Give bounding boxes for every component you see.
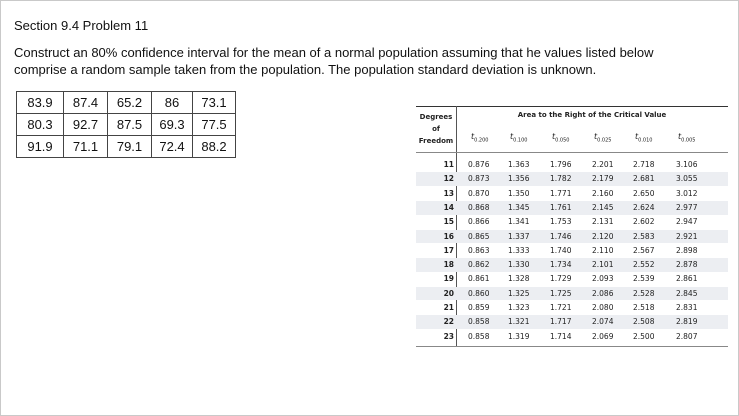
critical-value-cell: 2.977 <box>676 202 698 212</box>
table-row <box>416 215 728 229</box>
degrees-of-freedom-cell: 14 <box>443 202 454 212</box>
critical-value-cell: 2.069 <box>592 331 614 341</box>
critical-value-cell: 1.345 <box>508 202 530 212</box>
table-bottom-rule <box>416 346 728 347</box>
sample-row <box>17 114 236 136</box>
table-row <box>416 315 728 329</box>
sample-cell: 83.9 <box>17 92 64 114</box>
critical-value-cell: 2.160 <box>592 188 614 198</box>
critical-value-column-header <box>594 132 611 144</box>
critical-value-cell: 3.012 <box>676 188 698 198</box>
area-header: Area to the Right of the Critical Value <box>517 111 667 119</box>
alpha-subscript: 0.200 <box>474 137 489 144</box>
critical-value-cell: 2.080 <box>592 303 614 312</box>
degrees-of-freedom-header <box>416 111 456 147</box>
critical-value-cell: 0.858 <box>468 331 490 341</box>
critical-value-cell: 1.714 <box>550 331 572 341</box>
critical-value-cell: 2.947 <box>676 217 698 227</box>
critical-value-cell: 3.055 <box>676 174 698 184</box>
table-row <box>416 287 728 301</box>
critical-value-cell: 2.086 <box>592 288 614 298</box>
t-symbol: t <box>635 132 639 141</box>
sample-cell: 80.3 <box>17 114 64 136</box>
critical-value-cell: 2.101 <box>592 260 614 270</box>
prompt-line-1: Construct an 80% confidence interval for the mean of a normal population assuming that he values listed below <box>14 45 654 60</box>
critical-value-cell: 1.319 <box>508 331 530 341</box>
critical-value-column-header <box>552 132 569 144</box>
critical-value-cell: 2.583 <box>633 231 655 241</box>
critical-value-cell: 2.602 <box>633 217 655 227</box>
critical-value-cell: 1.321 <box>508 317 530 327</box>
alpha-subscript: 0.100 <box>513 137 528 144</box>
critical-value-column-header <box>635 132 652 144</box>
critical-value-cell: 2.518 <box>633 303 655 312</box>
critical-value-cell: 0.868 <box>468 202 490 212</box>
critical-value-cell: 3.106 <box>676 160 698 169</box>
degrees-of-freedom-cell: 13 <box>443 188 454 198</box>
degrees-of-freedom-cell: 22 <box>443 317 454 327</box>
critical-value-cell: 0.862 <box>468 260 490 270</box>
critical-value-cell: 2.093 <box>592 274 614 284</box>
critical-value-cell: 2.878 <box>676 260 698 270</box>
degrees-of-freedom-cell: 21 <box>443 303 454 312</box>
degrees-label: Freedom <box>418 137 454 145</box>
critical-value-cell: 0.865 <box>468 231 490 241</box>
critical-value-cell: 2.552 <box>633 260 655 270</box>
critical-value-cell: 2.179 <box>592 174 614 184</box>
critical-value-cell: 1.356 <box>508 174 530 184</box>
critical-value-cell: 1.725 <box>550 288 572 298</box>
critical-value-cell: 1.325 <box>508 288 530 298</box>
critical-value-cell: 0.866 <box>468 217 490 227</box>
table-row <box>416 301 728 315</box>
prompt-line-2: comprise a random sample taken from the population. The population standard deviation is unknown. <box>14 62 597 77</box>
section-title: Section 9.4 Problem 11 <box>14 18 149 33</box>
table-row <box>416 244 728 258</box>
sample-cell: 86 <box>152 92 193 114</box>
problem-prompt <box>14 44 654 78</box>
table-row <box>416 158 728 172</box>
alpha-subscript: 0.025 <box>597 137 612 144</box>
critical-value-cell: 2.650 <box>633 188 655 198</box>
t-symbol: t <box>552 132 556 141</box>
table-row <box>416 172 728 186</box>
critical-value-cell: 1.341 <box>508 217 530 227</box>
critical-value-cell: 2.120 <box>592 231 614 241</box>
critical-value-cell: 2.718 <box>633 160 655 169</box>
alpha-subscript: 0.050 <box>555 137 570 144</box>
critical-value-cell: 1.717 <box>550 317 572 327</box>
critical-value-cell: 1.761 <box>550 202 572 212</box>
critical-value-cell: 2.539 <box>633 274 655 284</box>
critical-value-cell: 1.753 <box>550 217 572 227</box>
critical-value-cell: 2.131 <box>592 217 614 227</box>
alpha-subscript: 0.010 <box>638 137 653 144</box>
degrees-label: of <box>432 125 440 133</box>
critical-value-column-header <box>510 132 527 144</box>
critical-value-cell: 2.921 <box>676 231 698 241</box>
critical-value-cell: 1.729 <box>550 274 572 284</box>
critical-value-cell: 0.870 <box>468 188 490 198</box>
critical-value-cell: 1.796 <box>550 160 572 169</box>
critical-value-cell: 2.861 <box>676 274 698 284</box>
sample-cell: 65.2 <box>108 92 152 114</box>
critical-value-cell: 2.110 <box>592 245 614 255</box>
degrees-of-freedom-cell: 16 <box>443 231 454 241</box>
critical-value-cell: 1.734 <box>550 260 572 270</box>
critical-value-cell: 2.145 <box>592 202 614 212</box>
critical-value-cell: 1.740 <box>550 245 572 255</box>
critical-value-cell: 2.624 <box>633 202 655 212</box>
critical-value-column-header <box>678 132 695 144</box>
t-distribution-table <box>416 106 728 351</box>
critical-value-cell: 0.861 <box>468 274 490 284</box>
critical-value-cell: 1.771 <box>550 188 572 198</box>
sample-cell: 72.4 <box>152 136 193 158</box>
header-divider <box>416 152 728 153</box>
critical-value-cell: 1.333 <box>508 245 530 255</box>
critical-value-cell: 1.330 <box>508 260 530 270</box>
critical-value-cell: 2.845 <box>676 288 698 298</box>
sample-cell: 91.9 <box>17 136 64 158</box>
sample-cell: 73.1 <box>193 92 236 114</box>
degrees-of-freedom-cell: 20 <box>443 288 454 298</box>
table-row <box>416 272 728 286</box>
sample-row <box>17 92 236 114</box>
critical-value-cell: 1.782 <box>550 174 572 184</box>
table-row <box>416 187 728 201</box>
alpha-subscript: 0.005 <box>681 137 696 144</box>
sample-row <box>17 136 236 158</box>
degrees-of-freedom-cell: 15 <box>443 217 454 227</box>
critical-value-cell: 0.858 <box>468 317 490 327</box>
critical-value-cell: 2.819 <box>676 317 698 327</box>
critical-value-cell: 2.508 <box>633 317 655 327</box>
critical-value-cell: 2.681 <box>633 174 655 184</box>
critical-value-cell: 0.876 <box>468 160 490 169</box>
critical-value-cell: 0.859 <box>468 303 490 312</box>
critical-value-cell: 2.831 <box>676 303 698 312</box>
sample-cell: 69.3 <box>152 114 193 136</box>
critical-value-cell: 2.807 <box>676 331 698 341</box>
degrees-of-freedom-cell: 18 <box>443 260 454 270</box>
degrees-of-freedom-cell: 17 <box>443 245 454 255</box>
sample-cell: 87.4 <box>64 92 108 114</box>
critical-value-cell: 2.201 <box>592 160 614 169</box>
critical-value-cell: 1.746 <box>550 231 572 241</box>
critical-value-cell: 0.873 <box>468 174 490 184</box>
t-symbol: t <box>678 132 682 141</box>
table-row <box>416 258 728 272</box>
critical-value-cell: 1.721 <box>550 303 572 312</box>
t-symbol: t <box>594 132 598 141</box>
critical-value-cell: 2.500 <box>633 331 655 341</box>
t-symbol: t <box>471 132 475 141</box>
critical-value-column-header <box>471 132 488 144</box>
critical-value-cell: 1.323 <box>508 303 530 312</box>
critical-value-cell: 0.860 <box>468 288 490 298</box>
header-rule <box>456 106 728 107</box>
header-rule <box>416 106 456 107</box>
sample-cell: 88.2 <box>193 136 236 158</box>
degrees-of-freedom-cell: 11 <box>443 160 454 169</box>
degrees-of-freedom-cell: 19 <box>443 274 454 284</box>
critical-value-cell: 2.074 <box>592 317 614 327</box>
critical-value-cell: 1.350 <box>508 188 530 198</box>
critical-value-cell: 1.328 <box>508 274 530 284</box>
critical-value-cell: 2.528 <box>633 288 655 298</box>
degrees-of-freedom-cell: 23 <box>443 331 454 341</box>
sample-cell: 77.5 <box>193 114 236 136</box>
sample-cell: 71.1 <box>64 136 108 158</box>
table-row <box>416 201 728 215</box>
sample-data-table <box>16 91 236 158</box>
critical-value-cell: 1.363 <box>508 160 530 169</box>
table-row <box>416 330 728 344</box>
t-symbol: t <box>510 132 514 141</box>
critical-value-cell: 0.863 <box>468 245 490 255</box>
critical-value-cell: 1.337 <box>508 231 530 241</box>
critical-value-cell: 2.567 <box>633 245 655 255</box>
degrees-of-freedom-cell: 12 <box>443 174 454 184</box>
sample-cell: 92.7 <box>64 114 108 136</box>
sample-cell: 87.5 <box>108 114 152 136</box>
sample-cell: 79.1 <box>108 136 152 158</box>
critical-value-cell: 2.898 <box>676 245 698 255</box>
table-row <box>416 230 728 244</box>
degrees-label: Degrees <box>419 113 453 121</box>
